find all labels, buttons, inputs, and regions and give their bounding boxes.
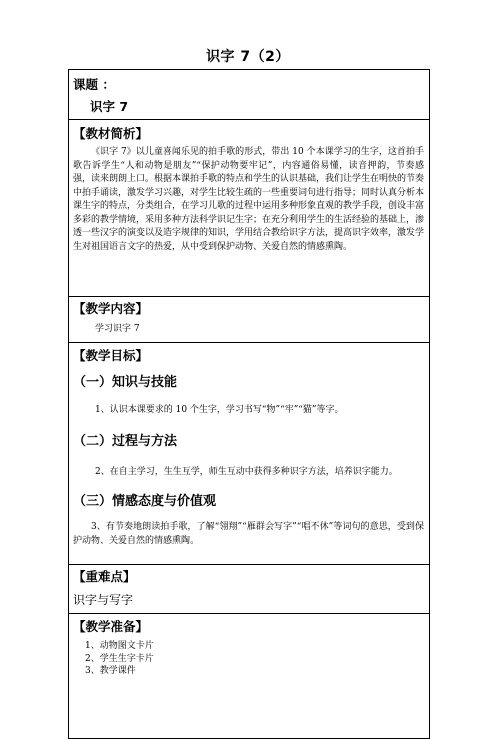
- content-section: [68, 296, 430, 342]
- keypoints-section: [68, 564, 430, 613]
- goals-section: [68, 342, 430, 564]
- prep-item: 3、教学课件: [85, 666, 136, 676]
- analysis-section: [68, 119, 430, 296]
- goal-1-text: 1、认识本课要求的 10 个生字，学习书写“物”“牢”“猫”等字。: [95, 405, 344, 415]
- goal-3-text: 3、有节奏地朗读拍手歌，了解“翎翔”“雁群会写字”“唱不休”等词句的意思，受到保护动物、关爱自然的情感熏陶。: [73, 522, 424, 546]
- goal-1-title: （一）知识与技能: [73, 375, 178, 390]
- topic-value: 识字 7: [90, 99, 129, 114]
- page-title: 识字 7（2）: [206, 49, 290, 65]
- goals-heading: 【教学目标】: [73, 348, 149, 363]
- goal-2-text: 2、在自主学习，生生互学，师生互动中获得多种识字方法，培养识字能力。: [95, 466, 398, 477]
- prep-section: [68, 613, 430, 739]
- content-text: 学习识字 7: [95, 324, 140, 334]
- keypoints-heading: 【重难点】: [73, 569, 136, 584]
- goal-2-title: （二）过程与方法: [73, 433, 178, 449]
- topic-section: [68, 69, 430, 119]
- analysis-heading: 【教材简析】: [73, 126, 149, 141]
- topic-label: 课题 ：: [73, 77, 115, 92]
- prep-item: 2、学生生字卡片: [85, 653, 154, 664]
- prep-heading: 【教学准备】: [73, 619, 149, 634]
- content-heading: 【教学内容】: [73, 301, 149, 316]
- keypoints-text: 识字与写字: [73, 593, 134, 607]
- analysis-text: 《识字 7》以儿童喜闻乐见的拍手歌的形式，带出 10 个本课学习的生字，这首拍手歌告诉学生“人和动物是朋友”“保护动物要牢记”，内容通俗易懂，读音押韵，节奏感强，读来朗朗上口。根据本课拍手歌的特点和学生的认识基础，我们让学生在明快的节奏中拍手诵读，激发学习兴趣，对学生比较生疏的一些重要词句进行指导；同时认真分析本课生字的特点，分类组合，在学习儿歌的过程中运用多种形象直观的教学手段，创设丰富多彩的教学情境，采用多种方法科学识记生字；在充分利用学生的生活经验的基础上，渗透一些汉字的演变以及造字规律的知识，学用结合教给识字方法，提高识字效率，激发学生对祖国语言文字的热爱，从中受到保护动物、关爱自然的情感熏陶。: [73, 147, 425, 252]
- goal-3-title: （三）情感态度与价值观: [73, 494, 217, 509]
- prep-item: 1、动物图文卡片: [85, 641, 154, 651]
- lesson-table: [68, 69, 430, 739]
